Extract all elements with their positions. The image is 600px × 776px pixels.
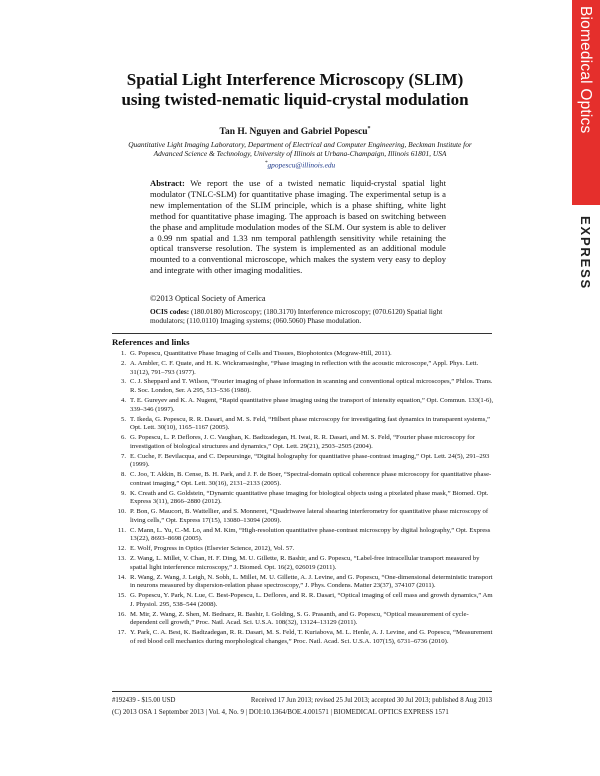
reference-number: 17.: [117, 629, 126, 637]
reference-number: 4.: [120, 397, 126, 404]
reference-text: C. J. Sheppard and T. Wilson, “Fourier imaging of phase information in scanning and conventional optical microscopes,” Philos. Trans. R. Soc. London, Ser. A 295, 513–536 (1980).: [130, 378, 493, 395]
reference-item: [112, 545, 494, 554]
journal-sidebar: [572, 0, 600, 340]
footer-line-1: [112, 697, 492, 704]
reference-number: 14.: [117, 573, 126, 581]
reference-item: [112, 416, 494, 433]
reference-number: 5.: [120, 415, 126, 423]
footer-dates: Received 17 Jun 2013; revised 25 Jul 2013; accepted 30 Jul 2013; published 8 Aug 2013: [250, 697, 492, 704]
reference-number: 7.: [120, 452, 126, 460]
reference-item: [112, 453, 494, 470]
reference-item: [112, 629, 494, 646]
author-mark: *: [367, 126, 371, 132]
reference-item: [112, 397, 494, 414]
reference-text: A. Ambler, C. F. Quate, and H. K. Wickramasinghe, “Phase imaging in reflection with the acoustic microscope,” Appl. Phys. Lett. 31(12), 791–793 (1977).: [130, 359, 479, 376]
footer-divider: [112, 691, 492, 692]
title-line-2: using twisted-nematic liquid-crystal modulation: [121, 90, 469, 109]
reference-text: T. Ikeda, G. Popescu, R. R. Dasari, and M. S. Feld, “Hilbert phase microscopy for investigating fast dynamics in transparent systems,” Opt. Lett. 30(10), 1165–1167 (2005).: [130, 415, 490, 432]
authors: [90, 126, 500, 137]
reference-item: [112, 471, 494, 488]
reference-item: [112, 555, 494, 572]
reference-item: [112, 508, 494, 525]
email-link[interactable]: gpopescu@illinois.edu: [267, 160, 336, 170]
reference-number: 3.: [120, 378, 126, 386]
affiliation: [112, 140, 488, 159]
reference-item: [112, 574, 494, 591]
reference-text: E. Wolf, Progress in Optics (Elsevier Science, 2012), Vol. 57.: [130, 545, 295, 553]
authors-text: Tan H. Nguyen and Gabriel Popescu: [219, 127, 368, 138]
reference-number: 11.: [117, 526, 126, 534]
affiliation-line-1: Quantitative Light Imaging Laboratory, Department of Electrical and Computer Engineering, Beckman Institute for: [128, 140, 472, 149]
abstract: [150, 178, 446, 276]
ocis-text: (180.0180) Microscopy; (180.3170) Interference microscopy; (070.6120) Spatial light modulators; (110.0110) Imaging systems; (060.5060) Phase modulation.: [150, 307, 443, 326]
title-line-1: Spatial Light Interference Microscopy (SLIM): [126, 70, 464, 89]
reference-number: 8.: [120, 471, 126, 479]
footer-line-2: (C) 2013 OSA 1 September 2013 | Vol. 4, No. 9 | DOI:10.1364/BOE.4.001571 | BIOMEDICAL OPTICS EXPRESS 1571: [112, 709, 449, 716]
reference-item: [112, 592, 494, 609]
reference-number: 9.: [120, 489, 126, 497]
reference-text: G. Popescu, L. P. Deflores, J. C. Vaughan, K. Badizadegan, H. Iwai, R. R. Dasari, and M. S. Feld, “Fourier phase microscopy for investigation of biological structures and dynamics,” Opt. Lett. 29(21), 2503–2505 (2004).: [130, 434, 475, 450]
footer-price: #192439 - $15.00 USD: [112, 697, 176, 704]
reference-number: 15.: [117, 592, 126, 600]
ocis-codes: [150, 307, 446, 325]
reference-item: [112, 360, 494, 377]
reference-number: 2.: [120, 359, 126, 367]
email-line: [112, 160, 488, 169]
reference-text: C. Mann, L. Yu, C.-M. Lo, and M. Kim, “High-resolution quantitative phase-contrast microscopy by digital holography,” Opt. Express 13(22), 8693–8698 (2005).: [130, 526, 491, 543]
reference-number: 16.: [117, 610, 126, 618]
reference-text: E. Cuche, F. Bevilacqua, and C. Depeursinge, “Digital holography for quantitative phase-contrast imaging,” Opt. Lett. 24(5), 291–293 (1999).: [130, 452, 490, 469]
reference-number: 10.: [117, 508, 126, 516]
journal-name: Biomedical Optics: [577, 6, 594, 134]
references-list: [112, 350, 494, 648]
reference-text: Y. Park, C. A. Best, K. Badizadegan, R. R. Dasari, M. S. Feld, T. Kuriabova, M. L. Henle, A. J. Levine, and G. Popescu, “Measurement of red blood cell mechanics during morphological changes,” Proc. Natl. Acad. Sci. U.S.A. 107(15), 6731–6736 (2010).: [130, 629, 493, 645]
reference-text: K. Creath and G. Goldstein, “Dynamic quantitative phase imaging for biological objects using a pixelated phase mask,” Biomed. Opt. Express 3(11), 2866–2880 (2012).: [130, 489, 489, 506]
affiliation-line-2: Advanced Science & Technology, University of Illinois at Urbana-Champaign, Illinois 61801, USA: [153, 149, 447, 159]
reference-item: [112, 527, 494, 544]
reference-number: 6.: [120, 434, 126, 442]
reference-number: 1.: [120, 350, 126, 357]
ocis-label: OCIS codes:: [150, 307, 190, 316]
reference-number: 13.: [117, 555, 126, 563]
reference-text: T. E. Gureyev and K. A. Nugent, “Rapid quantitative phase imaging using the transport of intensity equation,” Opt. Commun. 133(1-6), 339–346 (1997).: [130, 397, 494, 413]
reference-text: Z. Wang, L. Millet, V. Chan, H. F. Ding, M. U. Gillette, R. Bashir, and G. Popescu, “Label-free intracellular transport measured by spatial light interference microscopy,” J. Biomed. Opt. 16(2), 026019 (2011).: [130, 555, 480, 571]
abstract-text: We report the use of a twisted nematic liquid-crystal spatial light modulator (TNLC-SLM) for quantitative phase imaging. The experimental setup is a new implementation of the SLIM principle, which is a phase shifting, white light method for quantitative phase imaging. The approach is based on switching between the phase and amplitude modulation modes of the SLM. Our system is able to deliver a 0.99 nm spatial and 1.33 nm temporal pathlength sensitivity while retaining the optical transverse resolution. The system is implemented as an additional module mounted to a conventional microscope, which makes the system very easy to deploy and integrate with other imaging modalities.: [150, 178, 446, 276]
reference-text: M. Mir, Z. Wang, Z. Shen, M. Bednarz, R. Bashir, I. Golding, S. G. Prasanth, and G. Popescu, “Optical measurement of cycle-dependent cell growth,” Proc. Natl. Acad. Sci. U.S.A. 108(32), 13124–13129 (2011).: [130, 610, 469, 627]
reference-number: 12.: [117, 545, 126, 553]
paper-title: [90, 70, 500, 110]
reference-text: R. Wang, Z. Wang, J. Leigh, N. Sobh, L. Millet, M. U. Gillette, A. J. Levine, and G. Popescu, “One-dimensional deterministic transport in neurons measured by dispersion-relation phase spectroscopy,” J. Phys. Condens. Matter 23(37), 374107 (2011).: [130, 573, 493, 590]
reference-item: [112, 490, 494, 507]
reference-text: P. Bon, G. Maucort, B. Wattellier, and S. Monneret, “Quadriwave lateral shearing interferometry for quantitative phase microscopy of living cells,” Opt. Express 17(15), 13080–13094 (2009).: [130, 508, 489, 524]
reference-item: [112, 434, 494, 451]
reference-item: [112, 378, 494, 395]
reference-item: [112, 350, 494, 359]
abstract-label: Abstract:: [150, 178, 185, 188]
reference-item: [112, 611, 494, 628]
references-heading: References and links: [112, 337, 190, 347]
reference-text: C. Joo, T. Akkin, B. Cense, B. H. Park, and J. F. de Boer, “Spectral-domain optical coherence phase microscopy for quantitative phase-contrast imaging,” Opt. Lett. 30(16), 2131–2133 (2005).: [130, 471, 492, 487]
reference-text: G. Popescu, Y. Park, N. Lue, C. Best-Popescu, L. Deflores, and R. R. Dasari, “Optical imaging of cell mass and growth dynamics,” Am J. Physiol. 295, 538–544 (2008).: [130, 592, 493, 608]
journal-name-express: EXPRESS: [578, 216, 593, 291]
section-divider: [112, 333, 492, 334]
reference-text: G. Popescu, Quantitative Phase Imaging of Cells and Tissues, Biophotonics (Mcgraw-Hill, 2011).: [130, 350, 392, 357]
copyright: ©2013 Optical Society of America: [150, 294, 266, 303]
email-mark: *: [264, 160, 268, 166]
